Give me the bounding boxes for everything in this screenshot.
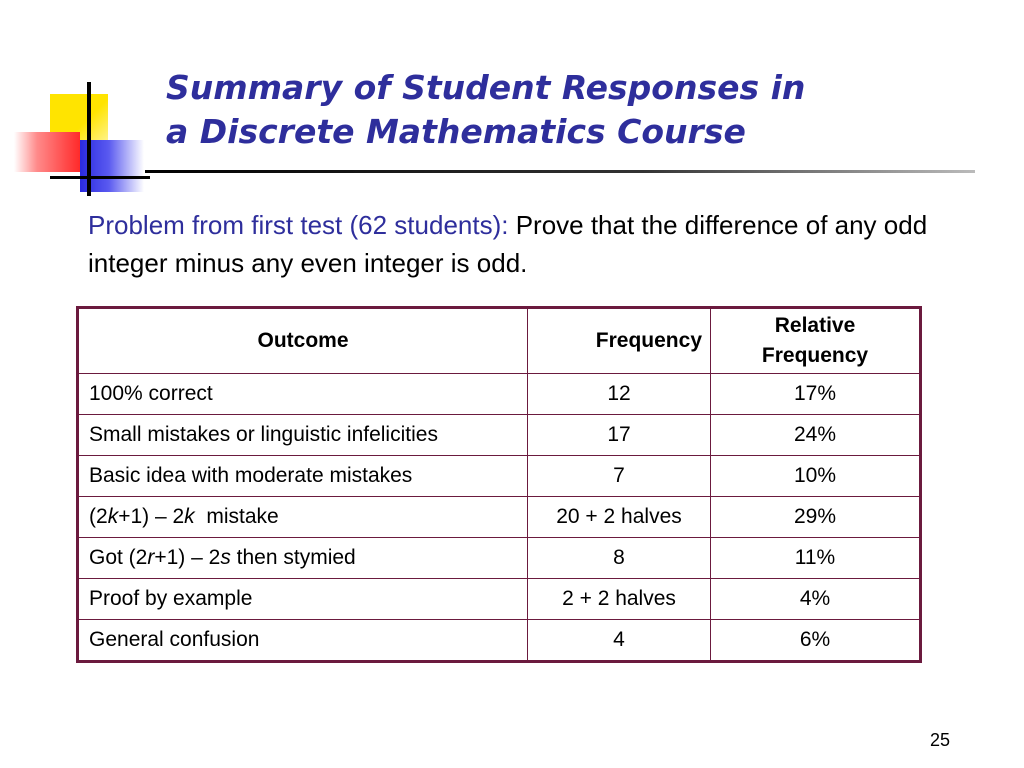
cell-frequency: 4	[528, 620, 711, 662]
cell-frequency: 12	[528, 374, 711, 415]
outcome-variable: r	[147, 546, 155, 569]
cell-outcome: General confusion	[78, 620, 528, 662]
table-row	[78, 374, 921, 415]
cell-relative: 11%	[711, 538, 921, 579]
outcome-text-part: mistake	[194, 505, 279, 528]
header-relative-frequency	[711, 308, 921, 374]
cell-relative: 29%	[711, 497, 921, 538]
table-row	[78, 456, 921, 497]
table-row	[78, 497, 921, 538]
cell-outcome: Basic idea with moderate mistakes	[78, 456, 528, 497]
title-line-2: a Discrete Mathematics Course	[166, 112, 746, 151]
outcome-text-part: then stymied	[230, 546, 356, 569]
header-frequency: Frequency	[528, 308, 711, 374]
cell-outcome: 100% correct	[78, 374, 528, 415]
cell-relative: 6%	[711, 620, 921, 662]
table-row	[78, 538, 921, 579]
cell-outcome	[78, 538, 528, 579]
cell-frequency: 8	[528, 538, 711, 579]
problem-lead: Problem from first test (62 students):	[88, 210, 509, 240]
cell-outcome: Proof by example	[78, 579, 528, 620]
cell-frequency: 17	[528, 415, 711, 456]
cell-outcome: Small mistakes or linguistic infelicities	[78, 415, 528, 456]
title-line-1: Summary of Student Responses in	[166, 68, 806, 107]
page-number: 25	[930, 730, 951, 750]
results-table	[76, 306, 922, 663]
outcome-variable: k	[184, 505, 195, 528]
outcome-variable: s	[220, 546, 231, 569]
cell-relative: 24%	[711, 415, 921, 456]
outcome-text-part: (2	[89, 505, 108, 528]
outcome-text-part: +1) – 2	[154, 546, 221, 569]
outcome-text-part: +1) – 2	[118, 505, 185, 528]
outcome-variable: k	[107, 505, 119, 528]
cell-outcome	[78, 497, 528, 538]
header-outcome: Outcome	[78, 308, 528, 374]
header-relative-line1: Relative	[774, 314, 856, 337]
logo-red-square	[14, 132, 80, 172]
cell-relative: 10%	[711, 456, 921, 497]
table-row	[78, 620, 921, 662]
table-header-row	[78, 308, 921, 374]
cell-frequency: 2 + 2 halves	[528, 579, 711, 620]
outcome-text-part: Got (2	[89, 546, 148, 569]
cell-frequency: 7	[528, 456, 711, 497]
cell-frequency: 20 + 2 halves	[528, 497, 711, 538]
problem-statement	[88, 206, 988, 282]
title-underline	[145, 170, 975, 173]
logo-horizontal-line	[50, 176, 150, 179]
slide-logo-decoration	[0, 0, 150, 200]
problem-text: Prove that the difference of any odd integer minus any even integer is odd.	[88, 210, 928, 278]
header-relative-line2: Frequency	[761, 344, 869, 367]
cell-relative: 4%	[711, 579, 921, 620]
cell-relative: 17%	[711, 374, 921, 415]
table-row	[78, 415, 921, 456]
table-row	[78, 579, 921, 620]
slide-title	[166, 66, 805, 154]
